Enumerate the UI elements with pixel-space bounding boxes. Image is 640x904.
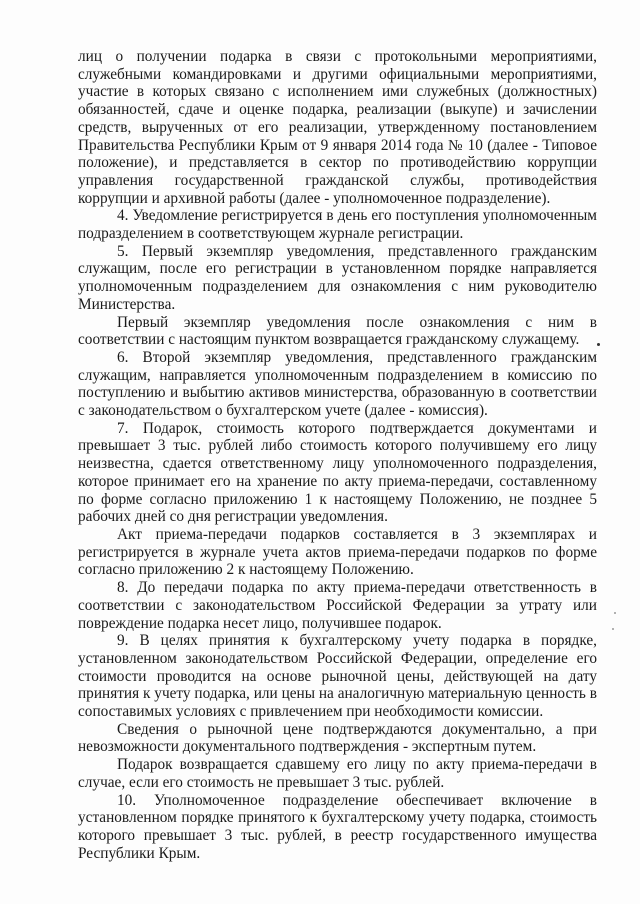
document-body [78,48,597,862]
paragraph-continuation: лиц о получении подарка в связи с протокольными мероприятиями, служебными командировками и другими официальными мероприятиями, участие в которых связано с исполнением ими служебных (должностных) обязанностей, сдаче и оценке подарка, реализации (выкупе) и зачислении средств, вырученных от его реализации, утвержденному постановлением Правительства Республики Крым от 9 января 2014 года № 10 (далее - Типовое положение), и представляется в сектор по противодействию коррупции управления государственной гражданской службы, противодействия коррупции и архивной работы (далее - уполномоченное подразделение). [78,48,597,207]
paragraph-item-10: 10. Уполномоченное подразделение обеспечивает включение в установленном порядке принятого к бухгалтерскому учету подарка, стоимость которого превышает 3 тыс. рублей, в реестр государственного имущества Республики Крым. [78,791,597,862]
scan-mark [597,343,600,346]
paragraph-item-4: 4. Уведомление регистрируется в день его поступления уполномоченным подразделением в соответствующем журнале регистрации. [78,207,597,243]
paragraph-item-8: 8. До передачи подарка по акту приема-передачи ответственность в соответствии с законодательством Российской Федерации за утрату или повреждение подарка несет лицо, получившее подарок. [78,579,597,632]
scan-speck [612,628,614,630]
paragraph-item-9-return: Подарок возвращается сдавшему его лицу по акту приема-передачи в случае, если его стоимость не превышает 3 тыс. рублей. [78,756,597,791]
paragraph-item-9-market-price: Сведения о рыночной цене подтверждаются документально, а при невозможности документального подтверждения - экспертным путем. [78,720,597,756]
scan-speck [614,612,616,614]
paragraph-item-6: 6. Второй экземпляр уведомления, представленного гражданским служащим, направляется уполномоченным подразделением в комиссию по поступлению и выбытию активов министерства, образованную в соответствии с законодательством о бухгалтерском учете (далее - комиссия). [78,348,597,420]
paragraph-item-5-return: Первый экземпляр уведомления после ознакомления с ним в соответствии с настоящим пунктом возвращается гражданскому служащему. [78,313,597,349]
paragraph-item-9: 9. В целях принятия к бухгалтерскому учету подарка в порядке, установленном законодательством Российской Федерации, определение его стоимости проводится на основе рыночной цены, действующей на дату принятия к учету подарка, или цены на аналогичную материальную ценность в сопоставимых условиях с привлечением при необходимости комиссии. [78,632,597,721]
paragraph-item-7: 7. Подарок, стоимость которого подтверждается документами и превышает 3 тыс. рублей либо стоимость которого получившему его лицу неизвестна, сдается ответственному лицу уполномоченного подразделения, которое принимает его на хранение по акту приема-передачи, составленному по форме согласно приложению 1 к настоящему Положению, не позднее 5 рабочих дней со дня регистрации уведомления. [78,419,597,526]
paragraph-item-5: 5. Первый экземпляр уведомления, представленного гражданским служащим, после его регистрации в установленном порядке направляется уполномоченным подразделением для ознакомления с ним руководителю Министерства. [78,242,597,313]
paragraph-item-7-act: Акт приема-передачи подарков составляется в 3 экземплярах и регистрируется в журнале учета актов приема-передачи подарков по форме согласно приложению 2 к настоящему Положению. [78,525,597,579]
